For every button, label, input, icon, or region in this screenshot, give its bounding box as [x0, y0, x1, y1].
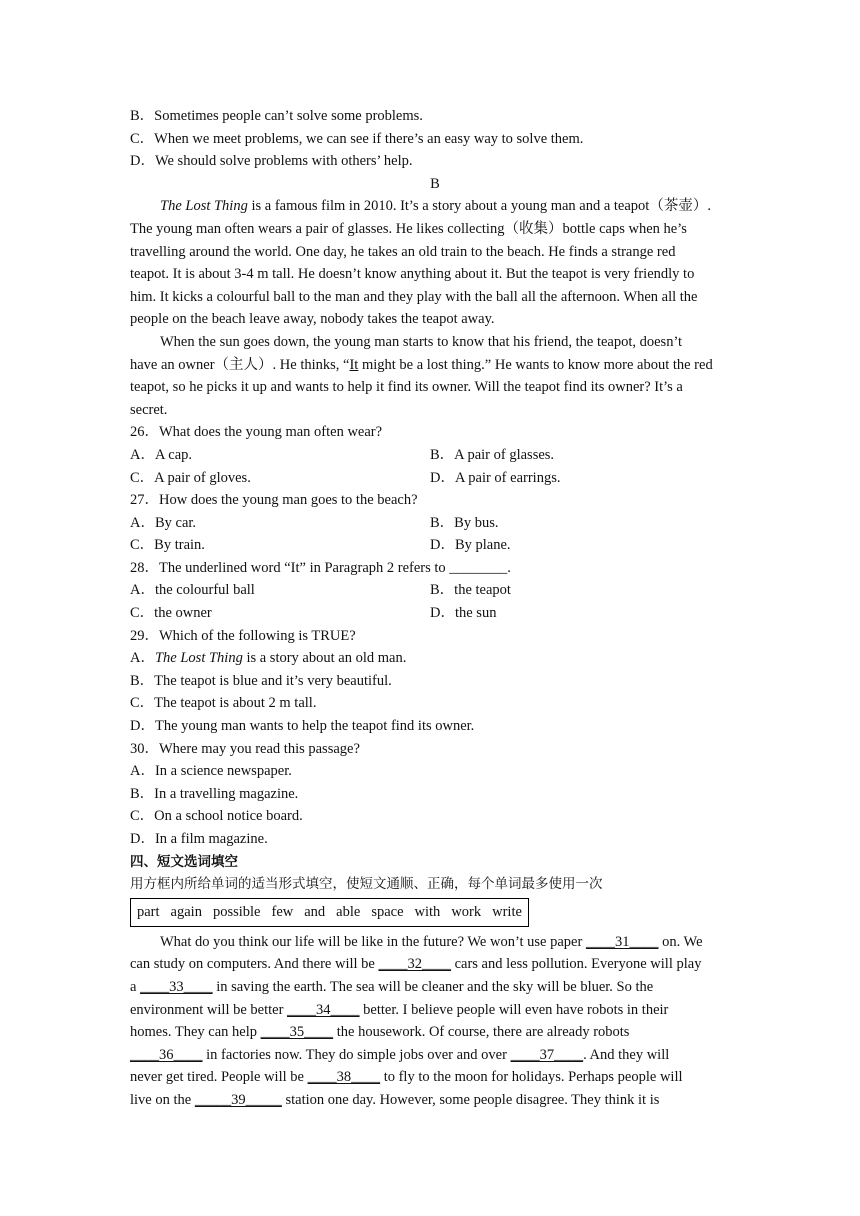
option-c: C．The teapot is about 2 m tall. [130, 695, 317, 712]
option-a: A．the colourful ball [130, 582, 255, 599]
blank-35: ____35____ [260, 1024, 334, 1041]
question-29 [130, 625, 740, 738]
option-d: D．the sun [430, 605, 497, 622]
passage-paragraph-2: When the sun goes down, the young man starts to know that his friend, the teapot, doesn’t have an owner（主人）. He thinks, “It might be a lost thing.” He wants to know more about the red teapot, so he picks it up and wants to help it find its owner. Will the teapot find its owner? It’s a secret. [130, 333, 713, 418]
option-a: A．In a science newspaper. [130, 763, 292, 780]
question-30 [130, 738, 740, 851]
option-b: B．A pair of glasses. [430, 446, 555, 463]
document-page [130, 105, 740, 1112]
word-bank-box [130, 898, 529, 927]
blank-33: ____33____ [140, 978, 213, 995]
option-a: A．The Lost Thing is a story about an old man. [130, 650, 407, 667]
option-b: B．By bus. [430, 514, 499, 531]
blank-31: ____31____ [585, 933, 659, 950]
word-bank-item: possible [212, 903, 261, 920]
section-b-label: B [430, 175, 440, 192]
option-b: B．In a travelling magazine. [130, 785, 299, 802]
option-d: D．A pair of earrings. [430, 469, 561, 486]
blank-38: ____38____ [307, 1069, 381, 1086]
word-bank-item: able [336, 903, 361, 920]
word-bank-item: with [414, 903, 441, 920]
word-bank-item: again [170, 903, 202, 920]
word-bank-item: write [492, 903, 522, 920]
question-28 [130, 557, 740, 625]
option-c: C．the owner [130, 605, 212, 622]
q25-option-d: D．We should solve problems with others’ help. [130, 153, 413, 170]
question-stem: 30．Where may you read this passage? [130, 740, 360, 757]
option-c: C．On a school notice board. [130, 808, 303, 825]
option-d: D．By plane. [430, 537, 511, 554]
question-stem: 29．Which of the following is TRUE? [130, 627, 356, 644]
blank-39: _____39_____ [194, 1091, 282, 1108]
option-d: D．In a film magazine. [130, 831, 268, 847]
word-bank-item: space [371, 903, 404, 920]
question-stem: 26．What does the young man often wear? [130, 424, 383, 441]
question-26 [130, 421, 740, 489]
option-c: C．By train. [130, 537, 205, 554]
underlined-word-it: It [349, 356, 359, 373]
word-bank-item: few [271, 903, 294, 920]
option-a: A．By car. [130, 514, 197, 531]
cloze-passage: What do you think our life will be like in the future? We won’t use paper ____31____ on. We can study on computers. And there will be ____32____ cars and less pollution. Everyone will play a ____33____ in saving the earth. The sea will be cleaner and the sky will be bluer. So the environment will be better ____34____ better. I believe people will even have robots in their homes. They can help ____35____ the housework. Of course, there are already robots ____36____ in factories now. They do simple jobs over and over ____37____. And they will never get tired. People will be ____38____ to fly to the moon for holidays. Perhaps people will live on the _____39_____ station one day. However, some people disagree. They think it is [130, 931, 740, 1112]
option-b: B．the teapot [430, 582, 511, 599]
word-bank-item: work [451, 903, 482, 920]
option-b: B．The teapot is blue and it’s very beautiful. [130, 672, 392, 689]
question-stem: 27．How does the young man goes to the beach? [130, 492, 418, 509]
section-4-heading: 四、短文选词填空 [130, 853, 238, 870]
option-c: C．A pair of gloves. [130, 469, 251, 486]
option-a: A．A cap. [130, 446, 193, 463]
section-4-instruction: 用方框内所给单词的适当形式填空，使短文通顺、正确，每个单词最多使用一次 [130, 876, 603, 893]
question-27 [130, 489, 740, 557]
blank-37: ____37____ [510, 1046, 584, 1063]
blank-36: ____36____ [130, 1046, 203, 1063]
question-stem: 28．The underlined word “It” in Paragraph 2 refers to ________. [130, 559, 511, 576]
option-d: D．The young man wants to help the teapot find its owner. [130, 718, 475, 735]
q25-option-c: C．When we meet problems, we can see if there’s an easy way to solve them. [130, 130, 584, 147]
q25-option-b: B．Sometimes people can’t solve some problems. [130, 108, 423, 124]
film-title: The Lost Thing [160, 198, 248, 215]
word-bank-item: and [304, 903, 326, 920]
blank-32: ____32____ [378, 956, 451, 973]
word-bank-item: part [137, 903, 160, 920]
blank-34: ____34____ [287, 1001, 360, 1018]
passage-paragraph-1: The Lost Thing is a famous film in 2010. It’s a story about a young man and a teapot（茶壶）. The young man often wears a pair of glasses. He likes collecting（收集）bottle caps when he’s travelling around the world. One day, he takes an old train to the beach. He finds a strange red teapot. It is about 3-4 m tall. He doesn’t know anything about it. But the teapot is very friendly to him. It kicks a colourful ball to the man and they play with the ball all the afternoon. When all the people on the beach leave away, nobody takes the teapot away. [130, 198, 711, 328]
